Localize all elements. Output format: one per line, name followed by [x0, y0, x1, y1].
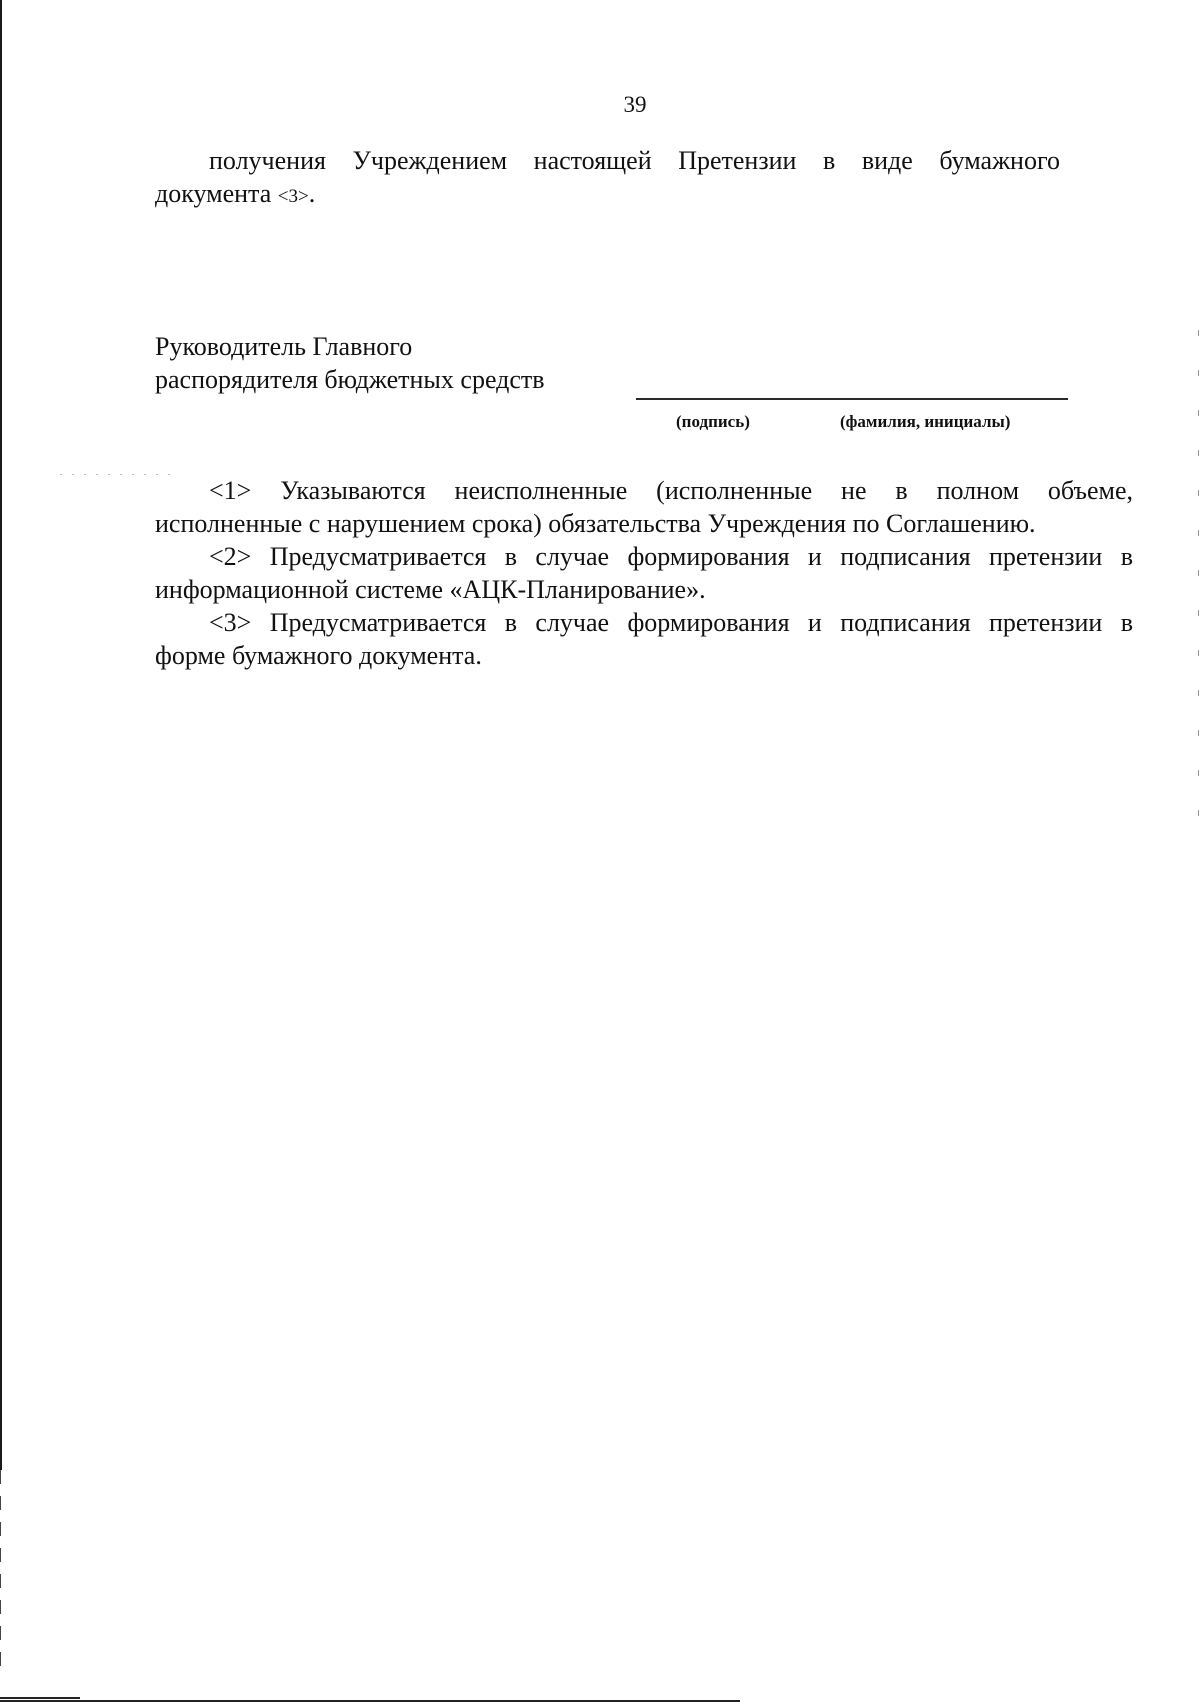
intro-line-2-end: .: [308, 179, 316, 208]
signature-caption: (подпись): [676, 412, 750, 431]
footnote-3: [155, 606, 1133, 672]
name-caption: (фамилия, инициалы): [840, 412, 1011, 431]
intro-paragraph: [155, 144, 1060, 213]
footnote-3-line-2: форме бумажного документа.: [155, 641, 482, 670]
footnote-2-line-2: информационной системе «АЦК-Планирование».: [155, 575, 706, 604]
scan-border-left: [0, 0, 2, 1470]
footnote-3-line-1: <3> Предусматривается в случае формирования и подписания претензии в: [209, 608, 1133, 637]
footnote-2: [155, 540, 1133, 606]
footnote-1-line-2: исполненные с нарушением срока) обязательства Учреждения по Соглашению.: [155, 509, 1036, 538]
signature-line: [636, 398, 1068, 400]
scan-border-right: [1198, 330, 1199, 830]
intro-line-2-text: документа: [155, 179, 278, 208]
scan-border-bottom-mark: [0, 1697, 80, 1699]
scan-border-bottom: [0, 1700, 740, 1702]
intro-line-2: [155, 177, 1060, 213]
scan-border-left-dashed: [0, 1470, 1, 1670]
signer-title-line-2: распорядителя бюджетных средств: [155, 365, 545, 394]
footnote-1: [155, 474, 1133, 540]
intro-line-1: получения Учреждением настоящей Претензии в виде бумажного: [209, 146, 1060, 175]
footnote-2-line-1: <2> Предусматривается в случае формирования и подписания претензии в: [209, 542, 1133, 571]
signer-title-line-1: Руководитель Главного: [155, 332, 413, 361]
footnote-1-line-1: <1> Указываются неисполненные (исполненные не в полном объеме,: [209, 476, 1133, 505]
signer-block: [155, 330, 545, 396]
footnote-ref: <3>: [277, 186, 309, 207]
page-number: 39: [623, 92, 647, 117]
footnotes-section: [155, 474, 1133, 672]
